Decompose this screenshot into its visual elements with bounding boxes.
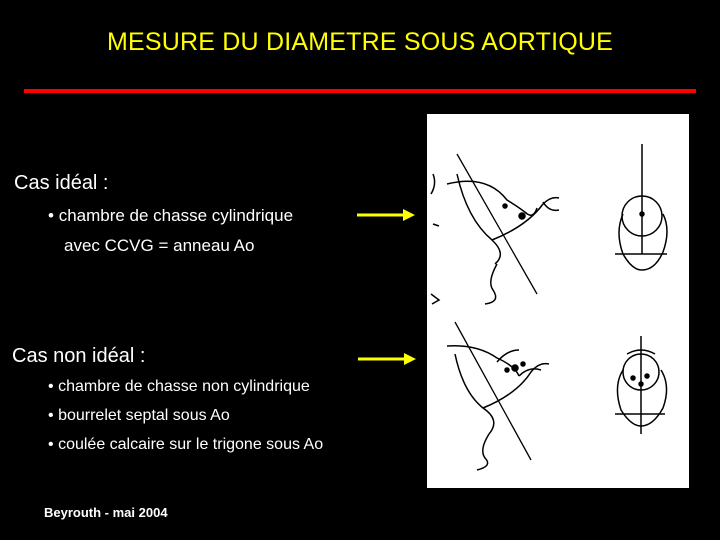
footer-credit: Beyrouth - mai 2004 (44, 505, 168, 520)
bullet-symbol: • (48, 407, 54, 424)
non-ideal-bullet-text: bourrelet septal sous Ao (58, 407, 230, 424)
non-ideal-bullet-3 (48, 436, 323, 454)
bullet-symbol: • (48, 378, 54, 395)
slide-title: MESURE DU DIAMETRE SOUS AORTIQUE (106, 28, 613, 56)
arrow-right-icon (356, 350, 418, 368)
title-underline (24, 89, 696, 93)
non-ideal-case-heading: Cas non idéal : (12, 345, 146, 367)
non-ideal-bullet-1 (48, 378, 310, 396)
echocardiography-diagram (427, 114, 689, 488)
non-ideal-bullet-text: chambre de chasse non cylindrique (58, 378, 310, 395)
non-ideal-bullet-2 (48, 407, 230, 425)
ideal-bullet-line2: avec CCVG = anneau Ao (64, 236, 255, 255)
bullet-symbol: • (48, 436, 54, 453)
ideal-bullet (48, 206, 293, 226)
lvot-measurement-sketch (427, 114, 689, 488)
non-ideal-bullet-text: coulée calcaire sur le trigone sous Ao (58, 436, 324, 453)
ideal-case-heading: Cas idéal : (14, 172, 109, 194)
bullet-symbol: • (48, 206, 54, 225)
ideal-bullet-line1: chambre de chasse cylindrique (58, 206, 294, 225)
arrow-right-icon (355, 206, 417, 224)
